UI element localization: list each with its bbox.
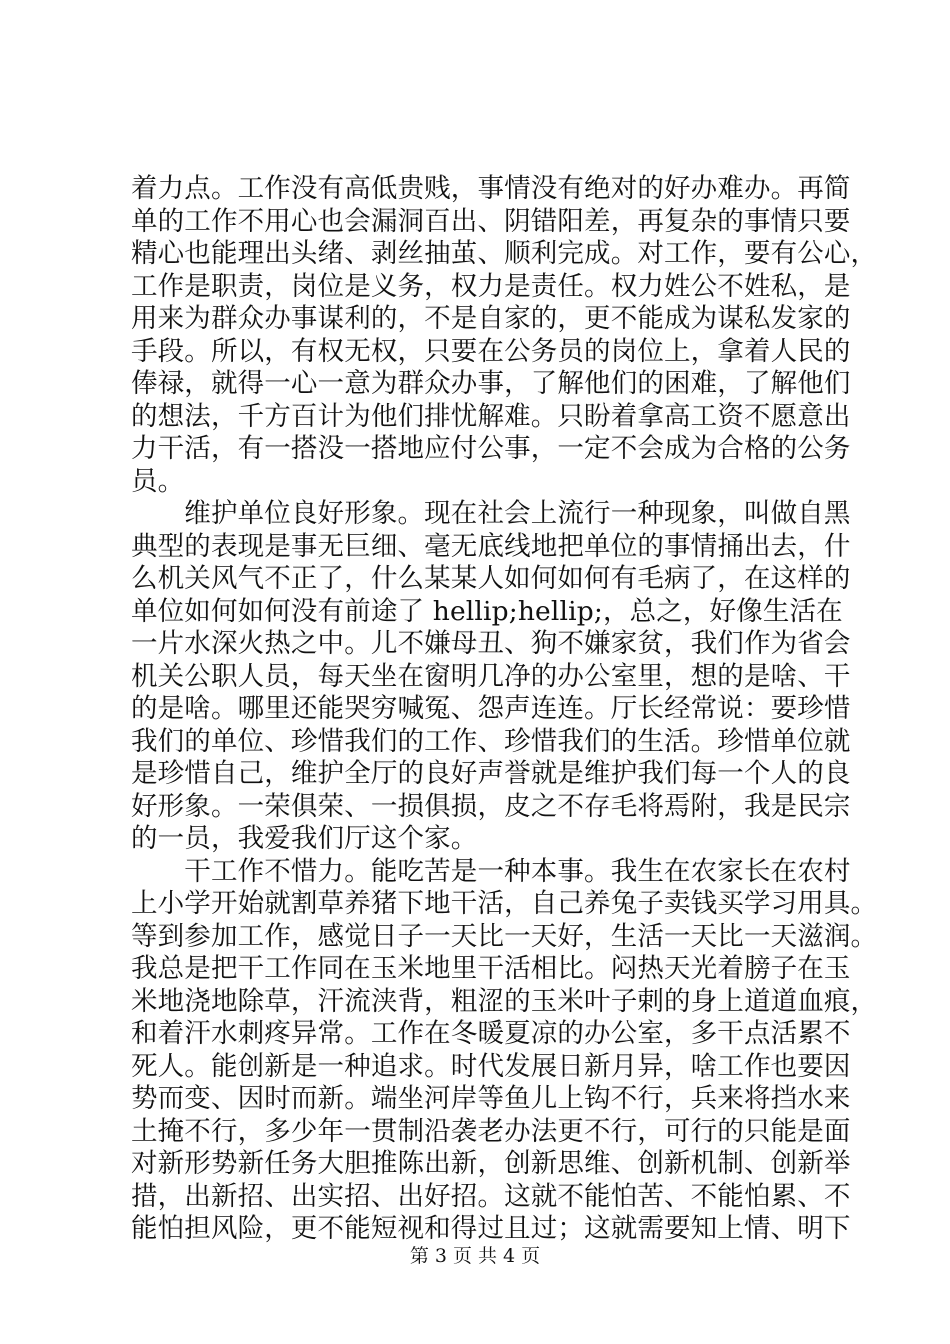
page-number-footer: 第 3 页 共 4 页 [409, 1245, 541, 1267]
text-line: 机关公职人员，每天坐在窗明几净的办公室里，想的是啥、干 [131, 660, 851, 692]
text-line: 力干活，有一搭没一搭地应付公事，一定不会成为合格的公务 [131, 433, 851, 464]
text-line: 单的工作不用心也会漏洞百出、阴错阳差，再复杂的事情只要 [131, 205, 851, 237]
text-line: 上小学开始就割草养猪下地干活，自己养兔子卖钱买学习用具。 [131, 888, 878, 919]
text-line: 员。 [131, 465, 185, 497]
paragraph-start-line: 维护单位良好形象。现在社会上流行一种现象，叫做自黑 [131, 498, 851, 529]
text-line: 精心也能理出头绪、剥丝抽茧、顺利完成。对工作，要有公心， [131, 238, 878, 269]
text-line: 是珍惜自己，维护全厅的良好声誉就是维护我们每一个人的良 [131, 758, 851, 789]
text-line: 对新形势新任务大胆推陈出新，创新思维、创新机制、创新举 [131, 1148, 851, 1179]
text-line: 好形象。一荣俱荣、一损俱损，皮之不存毛将焉附，我是民宗 [131, 790, 851, 822]
text-line: 能怕担风险，更不能短视和得过且过；这就需要知上情、明下 [131, 1213, 851, 1244]
text-line: 措，出新招、出实招、出好招。这就不能怕苦、不能怕累、不 [131, 1180, 851, 1212]
text-line: 俸禄，就得一心一意为群众办事，了解他们的困难，了解他们 [131, 368, 851, 399]
text-line: 着力点。工作没有高低贵贱，事情没有绝对的好办难办。再简 [131, 173, 851, 204]
text-line: 手段。所以，有权无权，只要在公务员的岗位上，拿着人民的 [131, 335, 851, 367]
paragraph-start-line: 干工作不惜力。能吃苦是一种本事。我生在农家长在农村 [131, 855, 851, 887]
text-line: 的一员，我爱我们厅这个家。 [131, 823, 478, 854]
text-line: 死人。能创新是一种追求。时代发展日新月异，啥工作也要因 [131, 1050, 851, 1082]
text-line: 和着汗水刺疼异常。工作在冬暖夏凉的办公室，多干点活累不 [131, 1018, 851, 1049]
text-line: 土掩不行，多少年一贯制沿袭老办法更不行，可行的只能是面 [131, 1115, 851, 1147]
text-line: 一片水深火热之中。儿不嫌母丑、狗不嫌家贫，我们作为省会 [131, 628, 851, 659]
text-line: 我总是把干工作同在玉米地里干活相比。闷热天光着膀子在玉 [131, 953, 851, 984]
text-line: 典型的表现是事无巨细、毫无底线地把单位的事情捅出去，什 [131, 530, 851, 562]
text-line: 么机关风气不正了，什么某某人如何如何有毛病了，在这样的 [131, 563, 851, 594]
text-line: 势而变、因时而新。端坐河岸等鱼儿上钩不行，兵来将挡水来 [131, 1083, 851, 1114]
text-line: 用来为群众办事谋利的，不是自家的，更不能成为谋私发家的 [131, 303, 851, 334]
text-line: 等到参加工作，感觉日子一天比一天好，生活一天比一天滋润。 [131, 920, 878, 952]
document-body [131, 173, 878, 1246]
text-line: 的想法，千方百计为他们排忧解难。只盼着拿高工资不愿意出 [131, 400, 851, 432]
text-line: 工作是职责，岗位是义务，权力是责任。权力姓公不姓私，是 [131, 270, 851, 302]
text-line: 单位如何如何没有前途了 hellip;hellip;，总之，好像生活在 [131, 595, 843, 627]
text-line: 的是啥。哪里还能哭穷喊冤、怨声连连。厅长经常说：要珍惜 [131, 693, 851, 724]
text-line: 米地浇地除草，汗流浃背，粗涩的玉米叶子剌的身上道道血痕， [131, 985, 878, 1017]
text-line: 我们的单位、珍惜我们的工作、珍惜我们的生活。珍惜单位就 [131, 725, 851, 757]
